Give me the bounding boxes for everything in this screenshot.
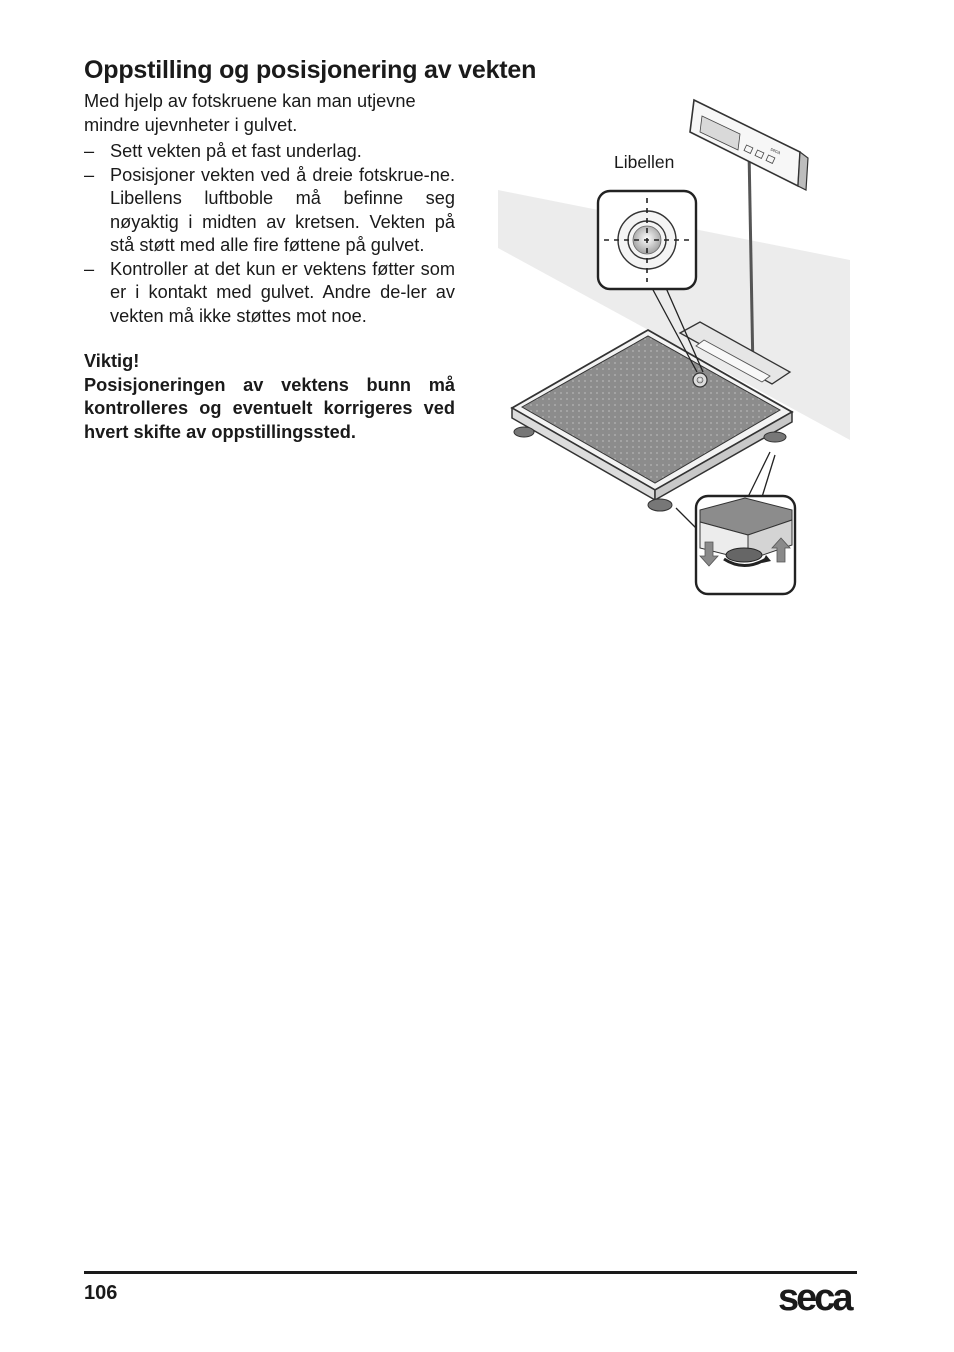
display-brand: seca: [769, 146, 782, 157]
instruction-list: [84, 140, 455, 328]
list-item: – Posisjoner vekten ved å dreie fotskrue-ne. Libellens luftboble må befinne seg nøyaktig i midten av kretsen. Vekten på stå støtt med alle fire føttene på gulvet.: [84, 164, 455, 255]
seca-logo: [778, 1276, 858, 1316]
foot-adjustment-detail: [696, 496, 795, 594]
page-title: Oppstilling og posisjonering av vekten: [84, 56, 537, 84]
list-item: – Sett vekten på et fast underlag.: [84, 141, 362, 161]
note-title: Viktig!: [84, 351, 140, 371]
important-note: [84, 350, 455, 444]
svg-text:seca: seca: [778, 1277, 851, 1316]
spirit-level-icon: [598, 191, 696, 289]
page-number: 106: [84, 1282, 118, 1304]
callout-label: Libellen: [614, 152, 675, 172]
footer-rule: [84, 1271, 857, 1274]
list-item: – Kontroller at det kun er vektens føtter som er i kontakt med gulvet. Andre de-ler av vekten må ikke støttes mot noe.: [84, 258, 455, 326]
body-text: [84, 90, 455, 444]
intro-paragraph: Med hjelp av fotskruene kan man utjevne mindre ujevnheter i gulvet.: [84, 91, 416, 135]
note-text: Posisjoneringen av vektens bunn må kontrolleres og eventuelt korrigeres ved hvert skifte av oppstillingssted.: [84, 374, 455, 442]
scale-illustration: [490, 90, 860, 605]
